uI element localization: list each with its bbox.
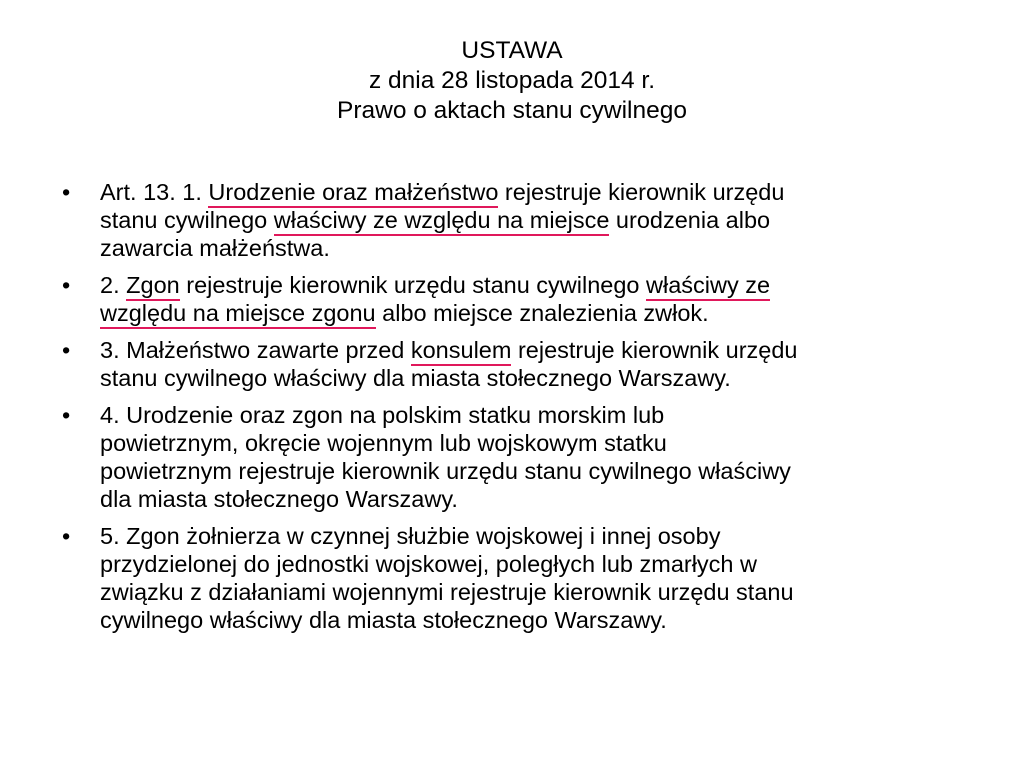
bullet-icon: • <box>62 523 71 549</box>
text-line: 4. Urodzenie oraz zgon na polskim statku morskim lub <box>100 402 665 428</box>
text-line <box>100 178 967 206</box>
list-item <box>62 178 967 262</box>
text-line <box>100 336 967 364</box>
text-line: związku z działaniami wojennymi rejestruje kierownik urzędu stanu <box>100 579 794 605</box>
text-line: cywilnego właściwy dla miasta stołecznego Warszawy. <box>100 607 667 633</box>
underlined-phrase: względu na miejsce zgonu <box>100 300 376 329</box>
text-line: przydzielonej do jednostki wojskowej, poległych lub zmarłych w <box>100 551 758 577</box>
list-item <box>62 401 967 513</box>
list-item <box>62 522 967 634</box>
bullet-icon: • <box>62 179 71 205</box>
text-line <box>100 271 967 299</box>
underlined-phrase: Urodzenie oraz małżeństwo <box>208 179 498 208</box>
bullet-icon: • <box>62 272 71 298</box>
bullet-icon: • <box>62 337 71 363</box>
bullet-icon: • <box>62 402 71 428</box>
list-item <box>62 336 967 392</box>
text-segment: rejestruje kierownik urzędu <box>498 179 785 205</box>
underlined-phrase: Zgon <box>126 272 180 301</box>
text-segment: 2. <box>100 272 127 298</box>
text-segment: urodzenia albo <box>609 207 771 233</box>
text-segment: Art. 13. 1. <box>100 179 209 205</box>
text-line <box>100 206 967 234</box>
text-segment: rejestruje kierownik urzędu <box>511 337 798 363</box>
text-line <box>100 234 967 262</box>
underlined-phrase: konsulem <box>411 337 512 366</box>
text-segment: rejestruje kierownik urzędu stanu cywilnego <box>179 272 647 298</box>
title-line-date: z dnia 28 listopada 2014 r. <box>368 67 656 94</box>
text-segment: stanu cywilnego właściwy dla miasta stołecznego Warszawy. <box>100 365 731 391</box>
text-line: powietrznym rejestruje kierownik urzędu stanu cywilnego właściwy <box>100 458 791 484</box>
slide-title <box>60 36 964 126</box>
title-line-act: USTAWA <box>461 37 563 64</box>
text-line <box>100 299 967 327</box>
text-segment: stanu cywilnego <box>100 207 274 233</box>
underlined-phrase: właściwy ze <box>646 272 770 301</box>
text-line: 5. Zgon żołnierza w czynnej służbie wojskowej i innej osoby <box>100 523 721 549</box>
title-line-name: Prawo o aktach stanu cywilnego <box>337 97 687 124</box>
text-line: dla miasta stołecznego Warszawy. <box>100 486 458 512</box>
text-line <box>100 364 967 392</box>
bullet-list <box>62 178 967 643</box>
text-segment: zawarcia małżeństwa. <box>100 235 330 261</box>
list-item <box>62 271 967 327</box>
underlined-phrase: właściwy ze względu na miejsce <box>274 207 610 236</box>
text-segment: 3. Małżeństwo zawarte przed <box>100 337 411 363</box>
text-line: powietrznym, okręcie wojennym lub wojskowym statku <box>100 430 667 456</box>
text-segment: albo miejsce znalezienia zwłok. <box>375 300 709 326</box>
